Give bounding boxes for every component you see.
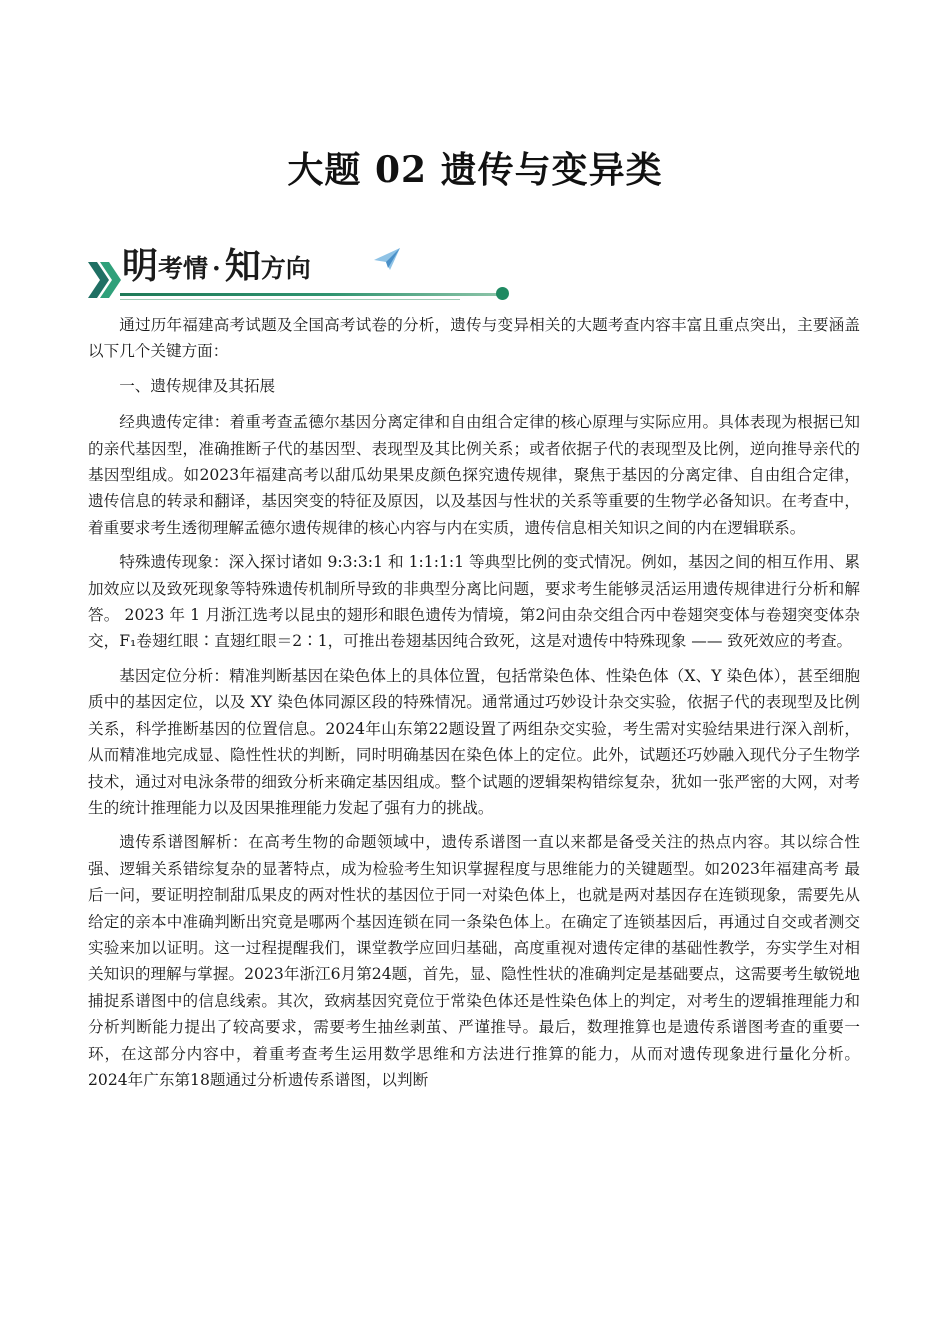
banner-underline-thin xyxy=(120,299,460,300)
banner-separator: · xyxy=(212,254,221,283)
banner-char-1: 明 xyxy=(122,245,159,287)
banner-end-dot xyxy=(496,287,509,300)
banner-heading xyxy=(122,240,311,286)
paragraph-classic-laws: 经典遗传定律：着重考查孟德尔基因分离定律和自由组合定律的核心原理与实际应用。具体表现为根据已知的亲代基因型，准确推断子代的基因型、表现型及其比例关系；或者依据子代的表现型及比例，逆向推导亲代的基因型组成。如2023年福建高考以甜瓜幼果果皮颜色探究遗传规律，聚焦于基因的分离定律、自由组合定律，遗传信息的转录和翻译，基因突变的特征及原因，以及基因与性状的关系等重要的生物学必备知识。在考查中，着重要求考生透彻理解孟德尔遗传规律的核心内容与内在实质，遗传信息相关知识之间的内在逻辑联系。 xyxy=(88,413,860,537)
banner-underline xyxy=(120,293,500,296)
paper-plane-icon xyxy=(374,248,400,270)
document-body xyxy=(88,312,860,1101)
double-chevron-icon xyxy=(88,262,122,298)
paragraph-gene-localization: 基因定位分析：精准判断基因在染色体上的具体位置，包括常染色体、性染色体（X、Y 染色体），甚至细胞质中的基因定位，以及 XY 染色体同源区段的特殊情况。通常通过巧妙设计杂交实验，依据子代的表现型及比例关系，科学推断基因的位置信息。2024年山东第22题设置了两组杂交实验，考生需对实验结果进行深入剖析，从而精准地完成显、隐性性状的判断，同时明确基因在染色体上的定位。此外，试题还巧妙融入现代分子生物学技术，通过对电泳条带的细致分析来确定基因组成。整个试题的逻辑架构错综复杂，犹如一张严密的大网，对考生的统计推理能力以及因果推理能力发起了强有力的挑战。 xyxy=(88,666,860,817)
paragraph-pedigree: 遗传系谱图解析：在高考生物的命题领域中，遗传系谱图一直以来都是备受关注的热点内容。其以综合性强、逻辑关系错综复杂的显著特点，成为检验考生知识掌握程度与思维能力的关键题型。如2023年福建高考 最后一问，要证明控制甜瓜果皮的两对性状的基因位于同一对染色体上，也就是两对基因存在连锁现象，需要先从给定的亲本中准确判断出究竟是哪两个基因连锁在同一条染色体上。在确定了连锁基因后，再通过自交或者测交实验来加以证明。这一过程提醒我们，课堂教学应回归基础，高度重视对遗传定律的基础性教学，夯实学生对相关知识的理解与掌握。2023年浙江6月第24题，首先，显、隐性性状的准确判定是基础要点，这需要考生敏锐地捕捉系谱图中的信息线索。其次，致病基因究竟位于常染色体还是性染色体上的判定，对考生的逻辑推理能力和分析判断能力提出了较高要求，需要考生抽丝剥茧、严谨推导。最后，数理推算也是遗传系谱图考查的重要一环，在这部分内容中，着重考查考生运用数学思维和方法进行推算的能力，从而对遗传现象进行量化分析。2024年广东第18题通过分析遗传系谱图，以判断 xyxy=(88,833,860,1089)
banner-word-2: 方向 xyxy=(260,254,311,283)
banner-char-2: 知 xyxy=(224,245,261,287)
section-heading: 一、遗传规律及其拓展 xyxy=(119,376,276,395)
section-banner xyxy=(88,236,518,308)
paragraph-special-phenomena: 特殊遗传现象：深入探讨诸如 9:3:3:1 和 1:1:1:1 等典型比例的变式情况。例如，基因之间的相互作用、累加效应以及致死现象等特殊遗传机制所导致的非典型分离比问题，要求考生能够灵活运用遗传规律进行分析和解答。 2023 年 1 月浙江选考以昆虫的翅形和眼色遗传为情境，第2问由杂交组合丙中卷翅突变体与卷翅突变体杂交，F₁卷翅红眼∶直翅红眼＝2∶1，可推出卷翅基因纯合致死，这是对遗传中特殊现象 —— 致死效应的考查。 xyxy=(88,553,860,651)
page-title: 大题 02 遗传与变异类 xyxy=(287,149,663,191)
paragraph-intro: 通过历年福建高考试题及全国高考试卷的分析，遗传与变异相关的大题考查内容丰富且重点突出，主要涵盖以下几个关键方面： xyxy=(88,316,860,361)
banner-word-1: 考情 xyxy=(158,254,209,283)
